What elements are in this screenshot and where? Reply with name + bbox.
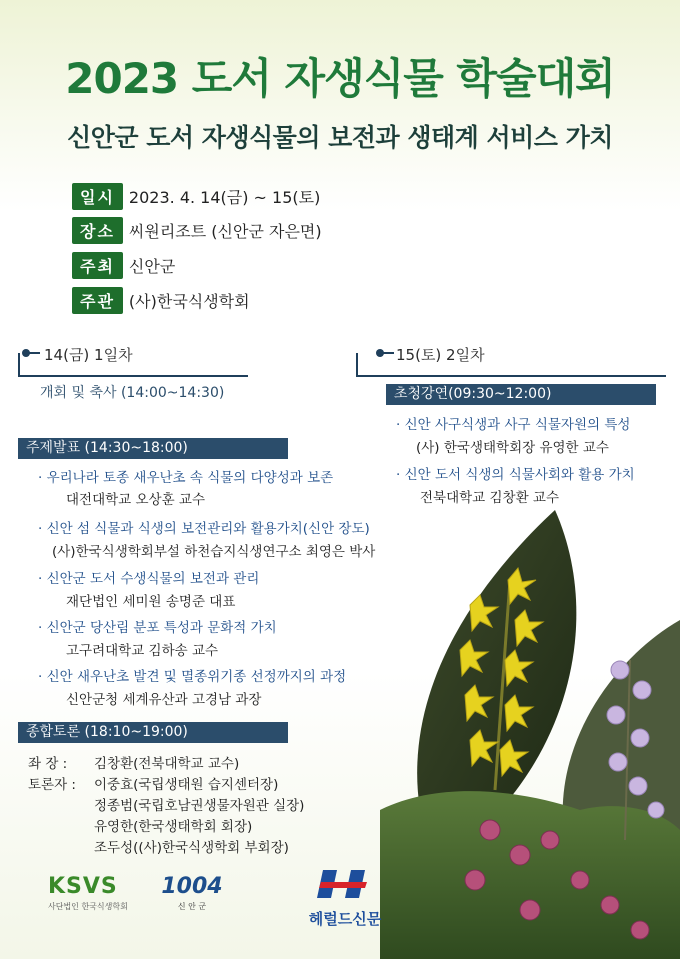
herald-logo-icon bbox=[315, 864, 375, 904]
sinan-logo bbox=[152, 874, 232, 912]
info-row-host bbox=[72, 251, 175, 279]
day2-talk-1-speaker: (사) 한국생태학회장 유영한 교수 bbox=[416, 440, 609, 456]
sinan-logo-number: 1004 bbox=[161, 874, 223, 899]
day1-opening: 개회 및 축사 (14:00~14:30) bbox=[40, 385, 225, 401]
info-label-organizer: 주관 bbox=[72, 287, 123, 314]
day1-talk-4-speaker: 고구려대학교 김하송 교수 bbox=[66, 643, 219, 659]
day2-underline bbox=[356, 375, 666, 377]
info-value-organizer: (사)한국식생학회 bbox=[128, 291, 250, 311]
day2-heading: 15(토) 2일차 bbox=[396, 346, 485, 364]
discussion-bar: 종합토론 (18:10~19:00) bbox=[18, 722, 288, 743]
info-row-venue bbox=[72, 216, 322, 244]
day1-talk-2-topic: · 신안 섬 식물과 식생의 보전관리와 활용가치(신안 장도) bbox=[38, 521, 370, 537]
day1-talk-3-speaker: 재단법인 세미원 송명준 대표 bbox=[66, 594, 236, 610]
ksvs-logo bbox=[48, 874, 142, 912]
day1-talk-2-speaker: (사)한국식생학회부설 하천습지식생연구소 최영은 박사 bbox=[52, 544, 376, 560]
info-value-date: 2023. 4. 14(금) ~ 15(토) bbox=[128, 187, 321, 207]
day2-talk-1-topic: · 신안 사구식생과 사구 식물자원의 특성 bbox=[396, 417, 631, 433]
info-value-host: 신안군 bbox=[128, 256, 176, 276]
info-row-organizer bbox=[72, 286, 250, 314]
day1-line bbox=[28, 352, 40, 354]
day1-talk-5-speaker: 신안군청 세계유산과 고경남 과장 bbox=[66, 692, 262, 708]
day2-vbar bbox=[356, 353, 358, 377]
day2-talk-2-topic: · 신안 도서 식생의 식물사회와 활용 가치 bbox=[396, 467, 635, 483]
discussion-chair-label: 좌 장 : bbox=[28, 756, 68, 772]
poster-title: 2023 도서 자생식물 학술대회 bbox=[65, 54, 615, 103]
ksvs-logo-caption: 사단법인 한국식생학회 bbox=[48, 902, 128, 911]
day1-underline bbox=[18, 375, 248, 377]
info-row-date bbox=[72, 182, 320, 210]
day1-talk-1-topic: · 우리나라 토종 새우난초 속 식물의 다양성과 보존 bbox=[38, 470, 334, 486]
sinan-logo-caption: 신 안 군 bbox=[177, 902, 207, 911]
info-label-date: 일시 bbox=[72, 183, 123, 210]
orchid-photo bbox=[380, 510, 680, 959]
day1-talk-3-topic: · 신안군 도서 수생식물의 보전과 관리 bbox=[38, 571, 260, 587]
day1-heading: 14(금) 1일차 bbox=[44, 346, 133, 364]
ksvs-logo-text: KSVS bbox=[48, 874, 118, 899]
day1-session-bar: 주제발표 (14:30~18:00) bbox=[18, 438, 288, 459]
day1-talk-4-topic: · 신안군 당산림 분포 특성과 문화적 가치 bbox=[38, 620, 277, 636]
panelist-1: 이중효(국립생태원 습지센터장) bbox=[94, 777, 279, 793]
info-value-venue: 씨원리조트 (신안군 자은면) bbox=[128, 221, 322, 241]
info-label-venue: 장소 bbox=[72, 217, 123, 244]
herald-logo-text: 헤럴드신문 bbox=[308, 910, 382, 928]
panelist-3: 유영한(한국생태학회 회장) bbox=[94, 819, 253, 835]
day2-session-bar: 초청강연(09:30~12:00) bbox=[386, 384, 656, 405]
day1-talk-5-topic: · 신안 새우난초 발견 및 멸종위기종 선정까지의 과정 bbox=[38, 669, 347, 685]
day1-vbar bbox=[18, 353, 20, 377]
poster-subtitle: 신안군 도서 자생식물의 보전과 생태계 서비스 가치 bbox=[67, 123, 613, 152]
herald-logo bbox=[300, 864, 390, 929]
day2-talk-2-speaker: 전북대학교 김창환 교수 bbox=[420, 490, 559, 506]
panelist-2: 정종범(국립호남권생물자원관 실장) bbox=[94, 798, 305, 814]
panelist-4: 조두성((사)한국식생학회 부회장) bbox=[94, 840, 289, 856]
discussion-chair: 김창환(전북대학교 교수) bbox=[94, 756, 240, 772]
day2-line bbox=[382, 352, 394, 354]
discussion-panel-label: 토론자 : bbox=[28, 777, 76, 793]
day1-talk-1-speaker: 대전대학교 오상훈 교수 bbox=[66, 492, 205, 508]
info-label-host: 주최 bbox=[72, 252, 123, 279]
